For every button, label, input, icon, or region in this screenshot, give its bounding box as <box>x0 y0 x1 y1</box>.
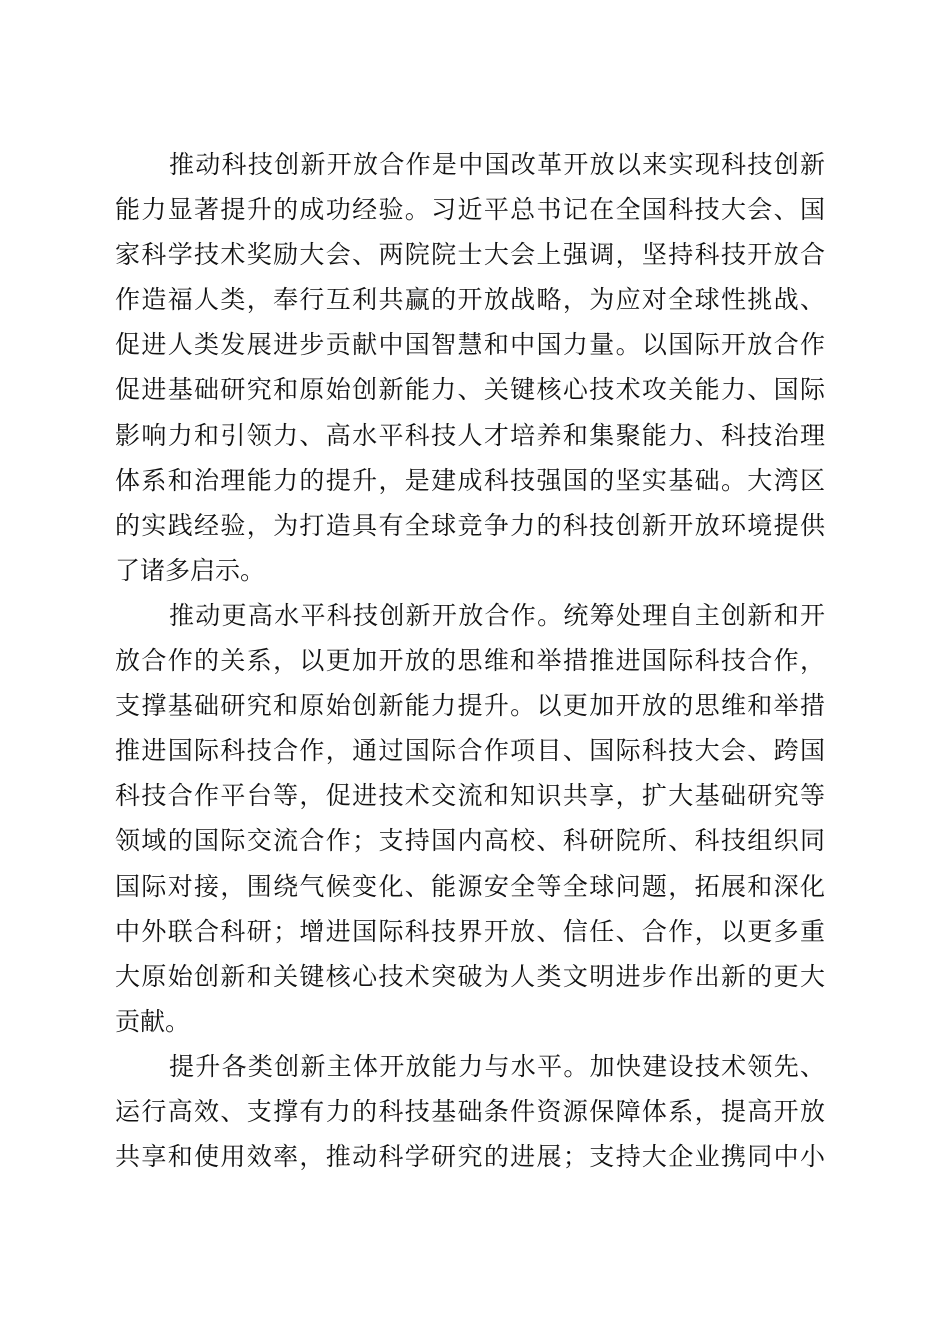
paragraph-2-line-7: 国际对接，围绕气候变化、能源安全等全球问题，拓展和深化 <box>115 871 825 901</box>
paragraph-1-line-7: 影响力和引领力、高水平科技人才培养和集聚能力、科技治理 <box>115 420 825 450</box>
paragraph-1-line-2: 能力显著提升的成功经验。习近平总书记在全国科技大会、国 <box>115 195 825 225</box>
paragraph-2-line-5: 科技合作平台等，促进技术交流和知识共享，扩大基础研究等 <box>115 781 825 811</box>
paragraph-3-line-3: 共享和使用效率，推动科学研究的进展；支持大企业携同中小 <box>115 1142 825 1172</box>
paragraph-1-line-5: 促进人类发展进步贡献中国智慧和中国力量。以国际开放合作 <box>115 330 825 360</box>
paragraph-3-line-1: 提升各类创新主体开放能力与水平。加快建设技术领先、 <box>169 1051 825 1081</box>
paragraph-1-line-6: 促进基础研究和原始创新能力、关键核心技术攻关能力、国际 <box>115 375 825 405</box>
document-body <box>115 142 825 1179</box>
paragraph-2-line-9: 大原始创新和关键核心技术突破为人类文明进步作出新的更大 <box>115 961 825 991</box>
paragraph-2-line-10: 贡献。 <box>115 1006 191 1036</box>
paragraph-2-line-4: 推进国际科技合作，通过国际合作项目、国际科技大会、跨国 <box>115 736 825 766</box>
paragraph-1-line-1: 推动科技创新开放合作是中国改革开放以来实现科技创新 <box>169 150 825 179</box>
paragraph-3-line-2: 运行高效、支撑有力的科技基础条件资源保障体系，提高开放 <box>115 1096 825 1126</box>
paragraph-2-line-1: 推动更高水平科技创新开放合作。统筹处理自主创新和开 <box>169 600 825 630</box>
paragraph-1-line-8: 体系和治理能力的提升，是建成科技强国的坚实基础。大湾区 <box>115 465 825 495</box>
paragraph-2-line-8: 中外联合科研；增进国际科技界开放、信任、合作，以更多重 <box>115 916 825 946</box>
paragraph-1-line-4: 作造福人类，奉行互利共赢的开放战略，为应对全球性挑战、 <box>115 285 825 315</box>
paragraph-2-line-2: 放合作的关系，以更加开放的思维和举措推进国际科技合作， <box>115 646 825 676</box>
paragraph-2-line-6: 领域的国际交流合作；支持国内高校、科研院所、科技组织同 <box>115 826 825 856</box>
paragraph-1-line-3: 家科学技术奖励大会、两院院士大会上强调，坚持科技开放合 <box>115 240 825 270</box>
paragraph-1-line-10: 了诸多启示。 <box>115 555 266 585</box>
paragraph-1-line-9: 的实践经验，为打造具有全球竞争力的科技创新开放环境提供 <box>115 510 825 540</box>
paragraph-2-line-3: 支撑基础研究和原始创新能力提升。以更加开放的思维和举措 <box>115 691 825 721</box>
